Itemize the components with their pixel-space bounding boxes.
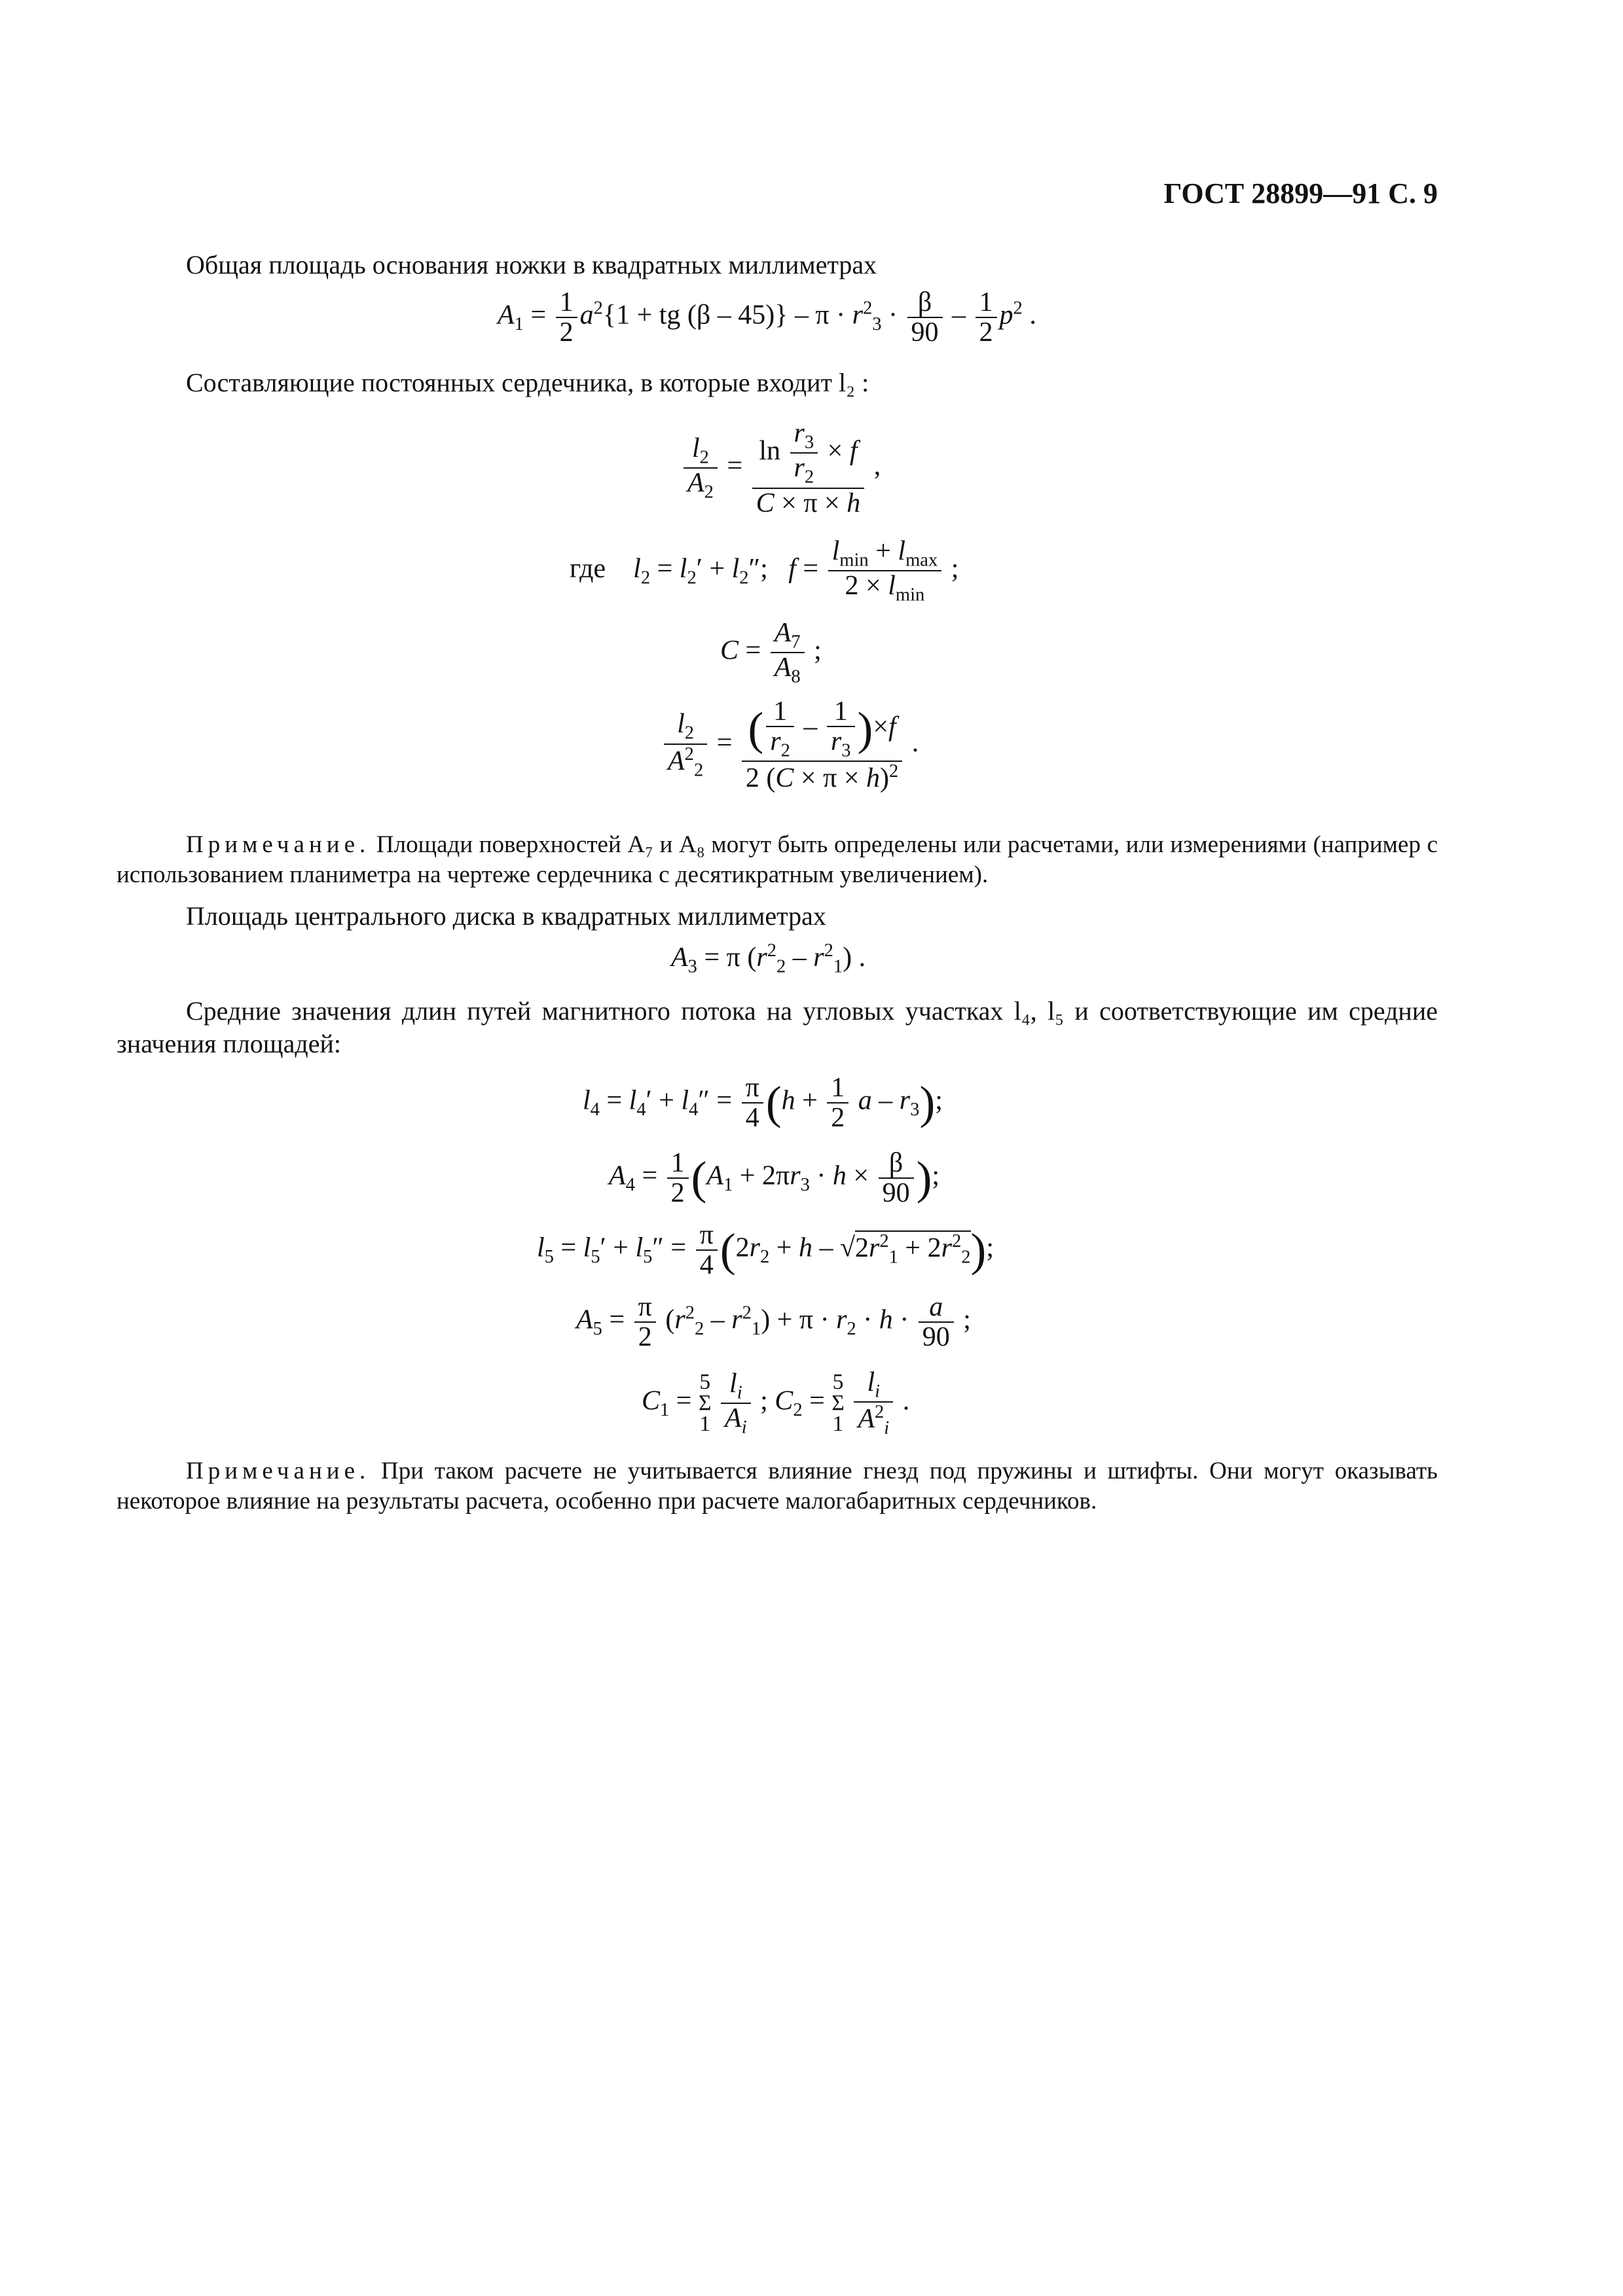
paragraph-core-constants: Составляющие постоянных сердечника, в которые входит l₂ :	[186, 368, 869, 397]
note-2-label: Примечание.	[186, 1458, 371, 1484]
note-1-body: Площади поверхностей A₇ и A₈ могут быть определены или расчетами, или измерениями (например с использованием планиметра на чертеже сердечника с десятикратным увеличением).	[117, 831, 1438, 889]
formula-a1: $A_1$ = $\frac{1}{2}$ $a^2\{1$ + tg $(\beta - 45)\} - \pi \cdot r^2_3$ · $\frac{\beta}{90}$ – $\frac{1}{2}$ $p^2$ .	[498, 287, 1036, 348]
paragraph-mean-lengths: Средние значения длин путей магнитного потока на угловых участках l₄, l₅ и соответствующие им средние значения площадей:	[117, 996, 1438, 1058]
paragraph-total-area: Общая площадь основания ножки в квадратных миллиметрах	[186, 250, 877, 279]
page-header: ГОСТ 28899—91 С. 9	[1163, 177, 1438, 209]
note-2-body: При таком расчете не учитывается влияние гнезд под пружины и штифты. Они могут оказывать некоторое влияние на результаты расчета, особенно при расчете малогабаритных сердечников.	[117, 1458, 1438, 1515]
formula-c: C = $\frac{A_7}{A_8}$ ;	[720, 618, 822, 687]
paragraph-central-disk: Площадь центрального диска в квадратных миллиметрах	[186, 901, 826, 931]
formula-l2-a2-squared: $\frac{l_2}{A^2_2}$ = ( $\frac{1}{r_2}$ – $\frac{1}{r_3}$ )×f 2 $(C \times \pi \times h)^2$ .	[661, 697, 919, 793]
note-1-label: Примечание.	[186, 831, 371, 858]
formula-a4: $A_4$ = $\frac{1}{2}$ ($A_1 + 2\pi r_3 \cdot h$ × $\frac{\beta}{90}$ );	[609, 1148, 940, 1209]
note-1	[117, 830, 1438, 891]
formula-c1-c2: $C_1$ = 5 Σ 1 $\frac{l_i}{A_i}$ ; $C_2$ = 5 Σ 1 $\frac{l_i}{A^2_i}$ .	[642, 1367, 910, 1439]
formula-l4: $l_4 = l_4' + l_4''$ = $\frac{\pi}{4}$ (h + $\frac{1}{2}$ a – $r_3$);	[583, 1073, 943, 1134]
formula-l5: $l_5 = l_5' + l_5''$ = $\frac{\pi}{4}$ $(2r_2 + h - √2r^2_1 + 2r^2_2)$;	[537, 1220, 994, 1281]
note-2	[117, 1456, 1438, 1517]
formula-a5: $A_5$ = $\frac{\pi}{2}$ $(r^2_2 - r^2_1) + \pi \cdot r_2 \cdot h$ · $\frac{a}{90}$ ;	[576, 1292, 971, 1353]
where-label: где	[570, 554, 606, 584]
formula-l2-a2: $\frac{l_2}{A_2}$ = ln $\frac{r_3}{r_2}$ × f C × π × h ,	[681, 419, 881, 518]
formula-l2-f: где $l_2 = l_2' + l_2''$; f = $\frac{l_{min} + l_{max}}{2 \times l_{min}}$ ;	[570, 536, 959, 605]
formula-a3: $A_3 = \pi$ $(r^2_2 - r^2_1)$ .	[671, 941, 866, 977]
